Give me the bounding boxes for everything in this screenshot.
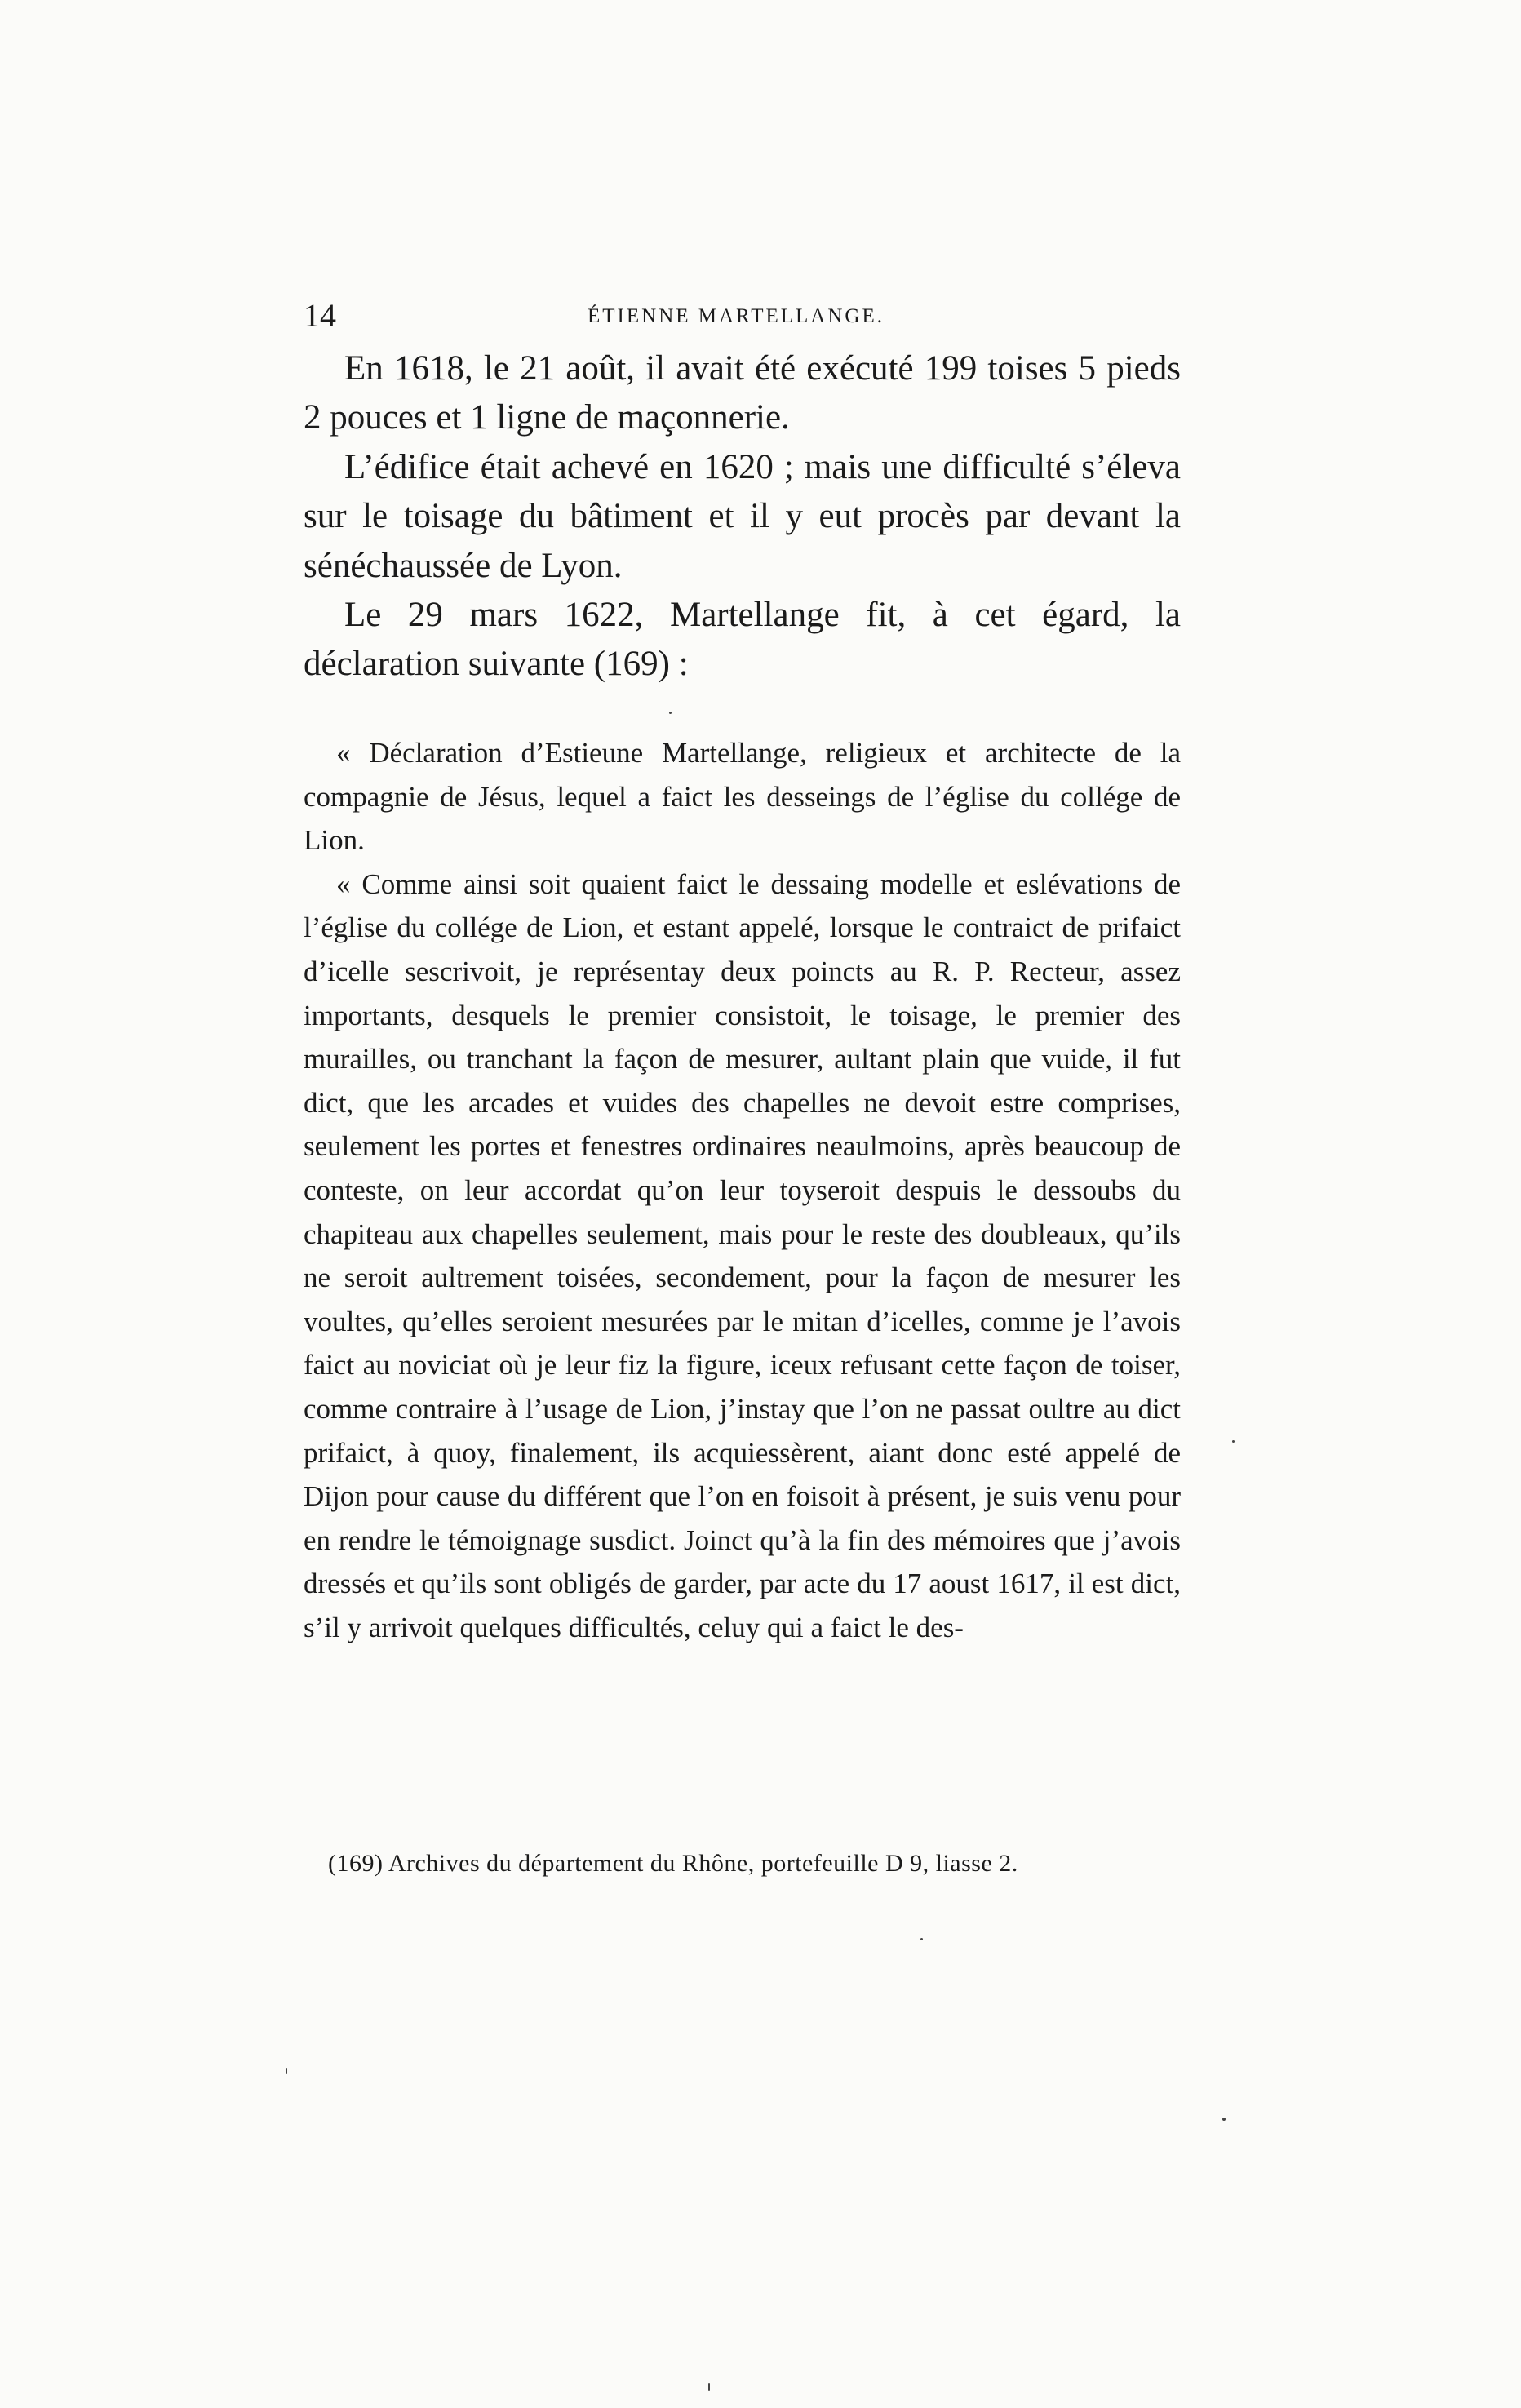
running-head: [304, 295, 1168, 336]
scan-speck: [920, 1938, 923, 1940]
main-text: [304, 344, 1181, 690]
paragraph-1620: L’édifice était achevé en 1620 ; mais une difficulté s’éleva sur le toisage du bâtiment et il y eut procès par devant la sénéchaussée de Lyon.: [304, 447, 1181, 585]
scan-speck: [669, 712, 672, 714]
running-title: ÉTIENNE MARTELLANGE.: [588, 305, 885, 327]
footnote-169: (169) Archives du département du Rhône, portefeuille D 9, liasse 2.: [328, 1850, 1018, 1877]
scan-speck: [286, 2068, 287, 2074]
scan-speck: [1232, 1440, 1235, 1443]
page-number: 14: [304, 297, 336, 334]
scan-speck: [708, 2383, 710, 2391]
quote-body: « Comme ainsi soit quaient faict le dessaing modelle et eslévations de l’église du collége de Lion, et estant appelé, lorsque le contraict de prifaict d’icelle sescrivoit, je représentay deux poincts au R. P. Recteur, assez importants, desquels le premier consistoit, le toisage, le premier des murailles, ou tranchant la façon de mesurer, aultant plain que vuide, il fut dict, que les arcades et vuides des chapelles ne devoit estre comprises, seulement les portes et fenestres ordinaires neaulmoins, après beaucoup de conteste, on leur accordat qu’on leur toyseroit despuis le dessoubs du chapiteau aux chapelles seulement, mais pour le reste des doubleaux, qu’ils ne seroit aultrement toisées, secondement, pour la façon de mesurer les voultes, qu’elles seroient mesurées par le mitan d’icelles, comme je l’avois faict au noviciat où je leur fiz la figure, iceux refusant cette façon de toiser, comme contraire à l’usage de Lion, j’instay que l’on ne passat oultre au dict prifaict, à quoy, finalement, ils acquiessèrent, aiant donc esté appelé de Dijon pour cause du différent que l’on en foisoit à présent, je suis venu pour en rendre le témoignage susdict. Joinct qu’à la fin des mémoires que j’avois dressés et qu’ils sont obligés de garder, par acte du 17 aoust 1617, il est dict, s’il y arrivoit quelques difficultés, celuy qui a faict le des-: [304, 867, 1181, 1643]
paragraph-1622: Le 29 mars 1622, Martellange fit, à cet égard, la déclaration suivante (169) :: [304, 596, 1181, 684]
quote-heading: « Déclaration d’Estieune Martellange, religieux et architecte de la compagnie de Jésus, lequel a faict les desseings de l’église du collége de Lion.: [304, 737, 1181, 857]
declaration-quote: [304, 731, 1181, 1649]
scan-speck: [1222, 2118, 1226, 2121]
paragraph-1618: En 1618, le 21 août, il avait été exécuté 199 toises 5 pieds 2 pouces et 1 ligne de maçonnerie.: [304, 349, 1181, 437]
